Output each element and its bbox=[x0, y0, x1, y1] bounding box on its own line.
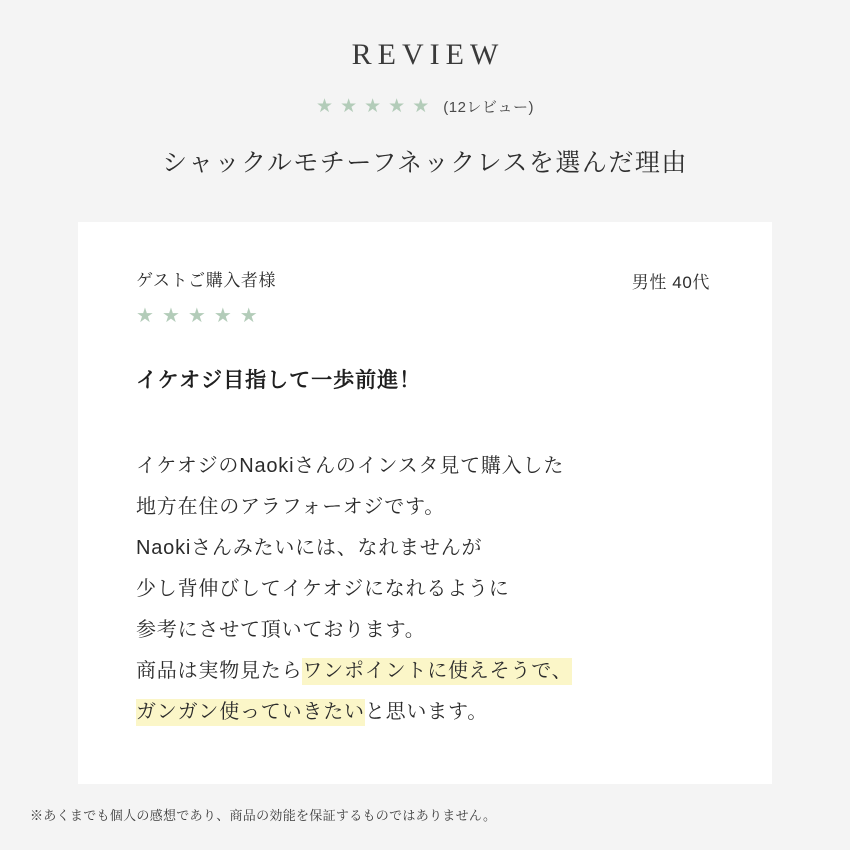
reviewer-name: ゲストご購入者様 bbox=[136, 271, 277, 290]
star-icon: ★ bbox=[412, 96, 430, 117]
page-title: REVIEW bbox=[351, 38, 505, 71]
review-subtitle: シャックルモチーフネックレスを選んだ理由 bbox=[162, 149, 688, 177]
star-icon: ★ bbox=[213, 305, 232, 327]
review-header bbox=[0, 0, 850, 179]
review-body-line: 少し背伸びしてイケオジになれるように bbox=[136, 578, 510, 600]
star-icon: ★ bbox=[316, 96, 334, 117]
star-icon: ★ bbox=[161, 305, 180, 327]
review-card bbox=[78, 222, 772, 784]
star-icon: ★ bbox=[136, 305, 154, 327]
review-body-line: Naokiさんみたいには、なれませんが bbox=[136, 537, 483, 559]
reviewer-attribute: 男性 40代 bbox=[631, 273, 710, 292]
review-body-highlight: ガンガン使っていきたい bbox=[136, 699, 365, 726]
disclaimer-note: ※あくまでも個人の感想であり、商品の効能を保証するものではありません。 bbox=[30, 808, 497, 823]
review-count-label: (12レビュー) bbox=[443, 99, 534, 116]
review-heading: イケオジ目指して一歩前進！ bbox=[136, 369, 422, 392]
review-body-line: 地方在住のアラフォーオジです。 bbox=[136, 496, 445, 518]
star-icon: ★ bbox=[340, 96, 358, 117]
review-star-rating bbox=[136, 306, 720, 326]
review-body-text: 商品は実物見たら bbox=[136, 660, 303, 682]
review-body-text: と思います。 bbox=[364, 701, 489, 723]
reviewer-meta-row bbox=[136, 266, 720, 293]
header-rating-row bbox=[0, 96, 850, 117]
review-card-inner bbox=[78, 222, 772, 733]
review-body-highlight: ワンポイントに使えそうで、 bbox=[302, 658, 572, 685]
review-body bbox=[136, 446, 720, 733]
review-body-line: イケオジのNaokiさんのインスタ見て購入した bbox=[136, 455, 565, 477]
star-icon: ★ bbox=[239, 305, 258, 327]
star-icon: ★ bbox=[187, 305, 206, 327]
review-body-line bbox=[136, 692, 720, 733]
review-body-line bbox=[136, 651, 720, 692]
header-star-rating bbox=[316, 97, 429, 116]
review-body-line: 参考にさせて頂いております。 bbox=[136, 619, 426, 641]
star-icon: ★ bbox=[388, 96, 406, 117]
star-icon: ★ bbox=[364, 96, 382, 117]
